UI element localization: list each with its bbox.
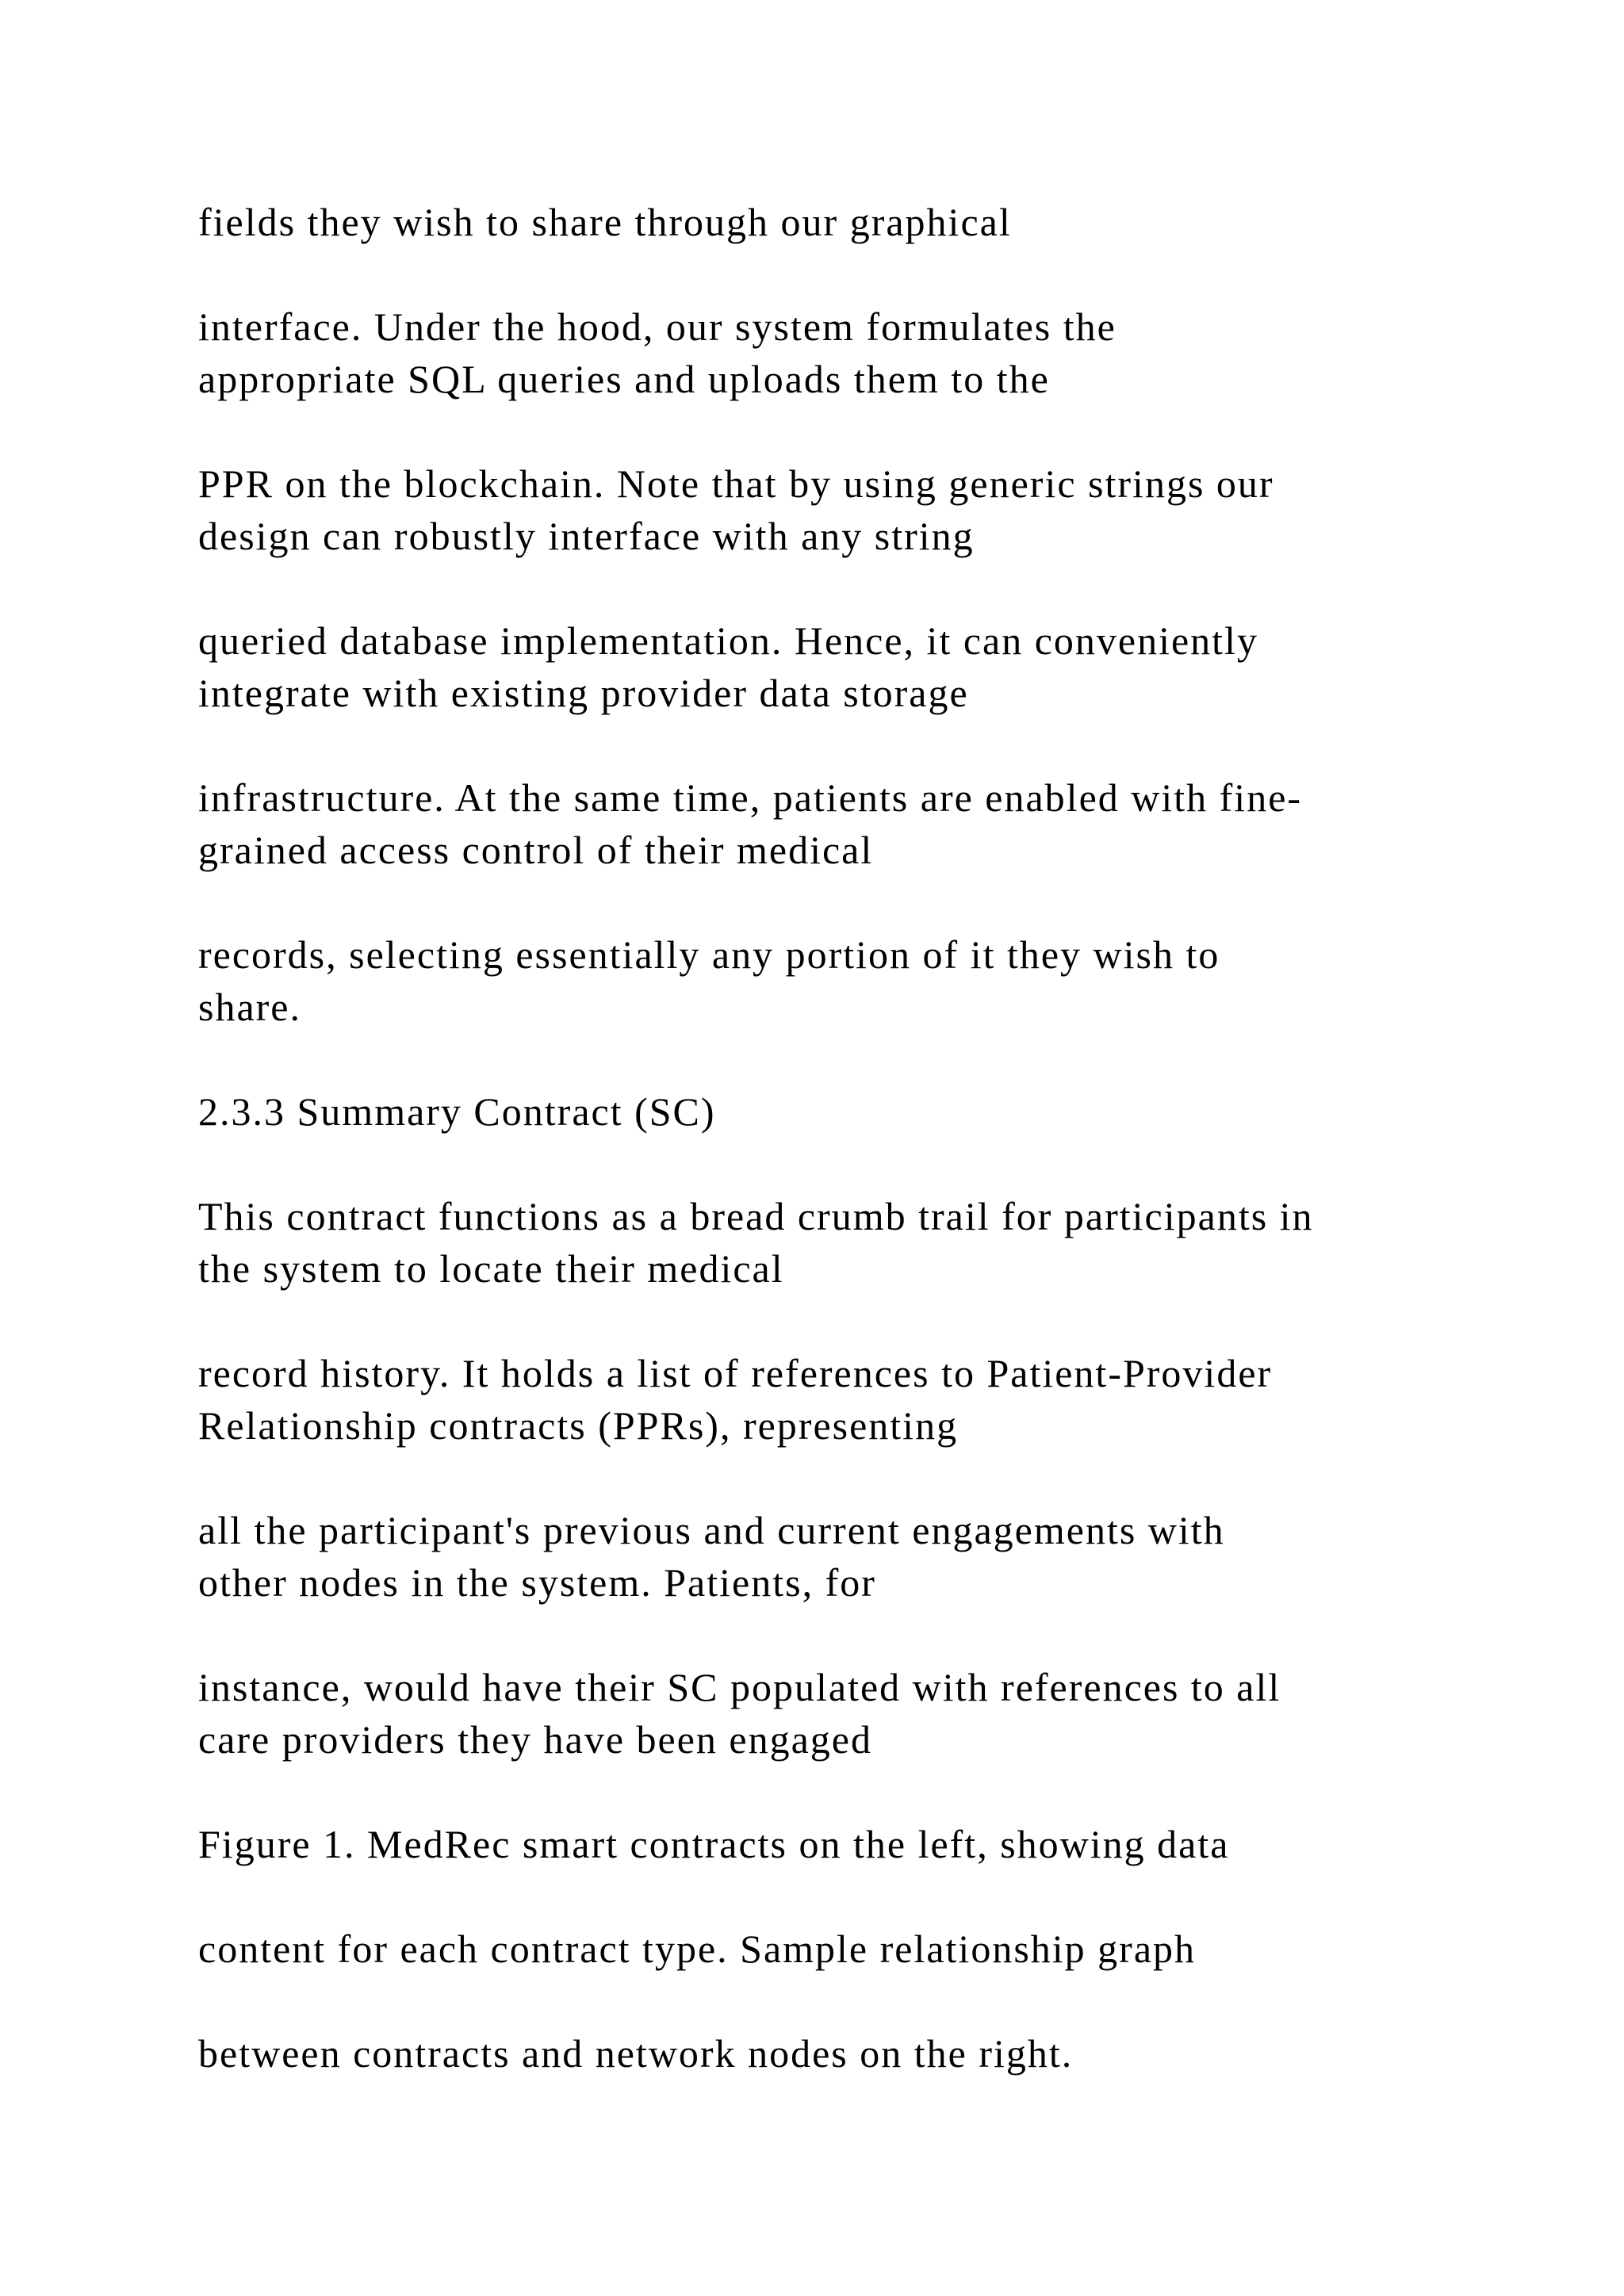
- section-heading: 2.3.3 Summary Contract (SC): [198, 1089, 716, 1134]
- text-line-2: interface. Under the hood, our system formulates the: [198, 304, 1116, 349]
- text-line-15: record history. It holds a list of references to Patient-Provider: [198, 1351, 1273, 1395]
- text-line-7: integrate with existing provider data storage: [198, 671, 969, 715]
- text-line-14: the system to locate their medical: [198, 1246, 784, 1291]
- text-line-13: This contract functions as a bread crumb trail for participants in: [198, 1194, 1314, 1238]
- figure-caption-line-1: Figure 1. MedRec smart contracts on the left, showing data: [198, 1822, 1230, 1866]
- figure-caption-line-2: content for each contract type. Sample relationship graph: [198, 1927, 1197, 1971]
- text-line-3: appropriate SQL queries and uploads them to the: [198, 357, 1050, 401]
- text-line-9: grained access control of their medical: [198, 828, 874, 872]
- text-line-5: design can robustly interface with any string: [198, 514, 975, 558]
- text-line-19: instance, would have their SC populated with references to all: [198, 1665, 1281, 1709]
- text-line-4: PPR on the blockchain. Note that by using generic strings our: [198, 461, 1274, 506]
- text-line-8: infrastructure. At the same time, patients are enabled with fine-: [198, 775, 1303, 820]
- text-line-10: records, selecting essentially any portion of it they wish to: [198, 932, 1220, 977]
- text-line-1: fields they wish to share through our graphical: [198, 200, 1012, 244]
- text-line-16: Relationship contracts (PPRs), representing: [198, 1403, 959, 1448]
- text-line-20: care providers they have been engaged: [198, 1717, 873, 1762]
- text-line-11: share.: [198, 985, 301, 1029]
- text-line-17: all the participant's previous and current engagements with: [198, 1508, 1225, 1552]
- figure-caption-line-3: between contracts and network nodes on the right.: [198, 2031, 1074, 2076]
- text-line-18: other nodes in the system. Patients, for: [198, 1560, 876, 1605]
- text-line-6: queried database implementation. Hence, it can conveniently: [198, 618, 1258, 663]
